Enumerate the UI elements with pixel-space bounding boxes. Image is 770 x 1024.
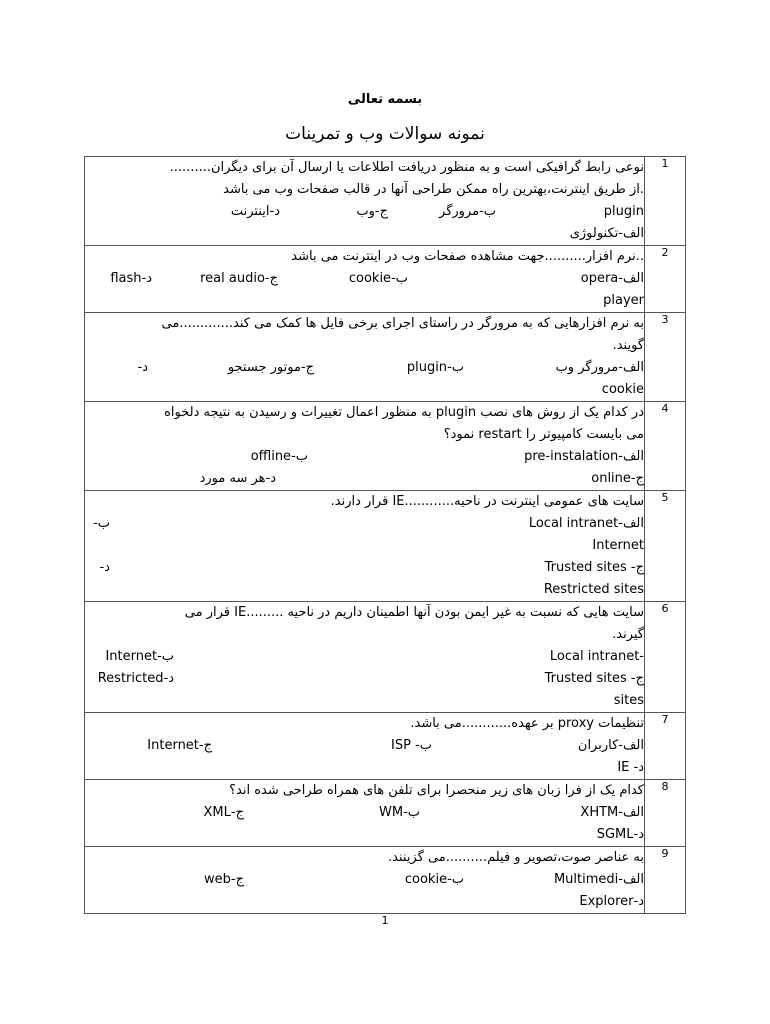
page-number: 1 (381, 914, 389, 927)
option: ج-real audio (200, 271, 278, 286)
question-row (85, 246, 686, 313)
question-cell (85, 313, 645, 402)
question-text-line: کدام یک از فرا زبان های زیر منحصرا برای تلفن های همراه طراحی شده اند؟ (229, 783, 644, 798)
option: ج-web (204, 872, 244, 887)
option: Internet (592, 538, 644, 553)
question-number: 7 (645, 713, 686, 780)
option: ج-وب (356, 204, 388, 219)
options-line (85, 668, 644, 690)
option: د-Restricted (97, 671, 174, 686)
question-text-line: گیرند. (612, 627, 644, 642)
question-text-line: .از طریق اینترنت،بهترین راه ممکن طراحی آنها در قالب صفحات وب می باشد (223, 182, 644, 197)
option: ب-cookie (348, 271, 408, 286)
question-number: 2 (645, 246, 686, 313)
option: د- IE (617, 760, 644, 775)
option: الف-Multimedi (553, 872, 644, 887)
option: ج- Trusted sites (544, 560, 644, 575)
option: ب- ISP (391, 738, 432, 753)
option: الف-XHTM (580, 805, 644, 820)
question-text-line: ..نرم افزار..........جهت مشاهده صفحات وب در اینترنت می باشد (291, 249, 644, 264)
option: ب-مرورگر (439, 204, 496, 219)
question-cell (85, 491, 645, 602)
option: ب-Internet (105, 649, 174, 664)
option: Local intranet- (549, 649, 644, 664)
options-line (85, 201, 644, 223)
question-text-line: سایت های عمومی اینترنت در ناحیه............IE قرار دارند. (330, 494, 644, 509)
option: ب-offline (250, 449, 308, 464)
question-text-line: تنظیمات proxy بر عهده............می باشد. (410, 716, 644, 731)
question-number: 6 (645, 602, 686, 713)
option: sites (613, 693, 644, 708)
option: الف-Local intranet (528, 516, 644, 531)
question-text-line: سایت هایی که نسبت به غیر ایمن بودن آنها اطمینان داریم در ناحیه .........IE قرار می (184, 605, 644, 620)
option: ب-cookie (404, 872, 464, 887)
question-row (85, 313, 686, 402)
question-text-line: به عناصر صوت،تصویر و فیلم..........می گزینند. (388, 850, 644, 865)
question-cell (85, 157, 645, 246)
question-row (85, 602, 686, 713)
question-row (85, 402, 686, 491)
options-line (85, 735, 644, 757)
options-line (85, 468, 644, 490)
question-row (85, 713, 686, 780)
question-row (85, 491, 686, 602)
question-text-line: گویند. (612, 338, 644, 353)
page-subtitle: نمونه سوالات وب و تمرینات (285, 124, 485, 144)
options-line (85, 802, 644, 824)
question-cell (85, 402, 645, 491)
question-number: 5 (645, 491, 686, 602)
option: Restricted sites (543, 582, 644, 597)
option: الف-تکنولوژی (569, 226, 644, 241)
option: د-SGML (596, 827, 644, 842)
option: ج-Internet (147, 738, 212, 753)
option: ج-online (591, 471, 644, 486)
question-cell (85, 713, 645, 780)
question-row (85, 847, 686, 914)
question-number: 8 (645, 780, 686, 847)
question-text-line: در کدام یک از روش های نصب plugin به منظور اعمال تغییرات و رسیدن به نتیجه دلخواه (164, 405, 644, 420)
question-cell (85, 246, 645, 313)
option: cookie (601, 382, 644, 397)
page-heading: بسمه تعالی (347, 92, 423, 107)
option: الف-pre-instalation (524, 449, 644, 464)
option: player (603, 293, 644, 308)
option: د-flash (110, 271, 152, 286)
option: د-اینترنت (230, 204, 280, 219)
question-cell (85, 847, 645, 914)
question-cell (85, 602, 645, 713)
option: د-هر سه مورد (199, 471, 276, 486)
option: ب- (93, 516, 110, 531)
option: ب-WM (378, 805, 420, 820)
question-cell (85, 780, 645, 847)
option: د- (137, 360, 148, 375)
question-number: 3 (645, 313, 686, 402)
options-line (85, 869, 644, 891)
option: الف-مرورگر وب (555, 360, 644, 375)
option: الف-کاربران (577, 738, 644, 753)
question-text-line: می بایست کامپیوتر را restart نمود؟ (443, 427, 644, 442)
options-line (85, 513, 644, 535)
question-row (85, 780, 686, 847)
option: ب-plugin (406, 360, 464, 375)
option: الف-opera (580, 271, 644, 286)
question-row (85, 157, 686, 246)
questions-table (84, 156, 686, 914)
question-number: 4 (645, 402, 686, 491)
options-line (85, 646, 644, 668)
option: د-Explorer (579, 894, 644, 909)
question-number: 9 (645, 847, 686, 914)
option: plugin (603, 204, 644, 219)
question-number: 1 (645, 157, 686, 246)
options-line (85, 446, 644, 468)
option: د- (99, 560, 110, 575)
options-line (85, 268, 644, 290)
question-text-line: نوعی رابط گرافیکی است و به منظور دریافت اطلاعات یا ارسال آن برای دیگران.......... (169, 160, 644, 175)
question-text-line: به نرم افزارهایی که به مرورگر در راستای اجرای برخی فایل ها کمک می کند.............می (161, 316, 644, 331)
option: ج-موتور جستجو (227, 360, 314, 375)
options-line (85, 557, 644, 579)
option: ج-XML (203, 805, 244, 820)
option: ج- Trusted sites (544, 671, 644, 686)
options-line (85, 357, 644, 379)
